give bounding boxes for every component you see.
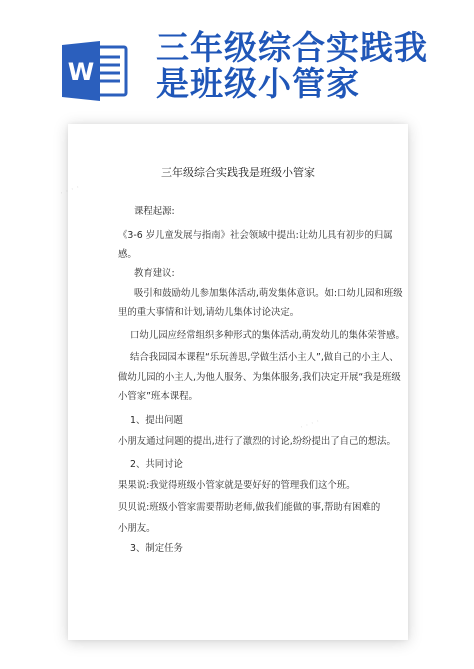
word-logo-letter: W — [67, 58, 95, 86]
doc-line: 小管家”班本课程。 — [118, 391, 198, 402]
doc-line: 贝贝说:班级小管家需要帮助老师,做我们能做的事,帮助有困难的 — [118, 502, 381, 513]
doc-line: 教育建议: — [134, 268, 175, 279]
header-title — [156, 30, 466, 102]
doc-line: 果果说:我觉得班级小管家就是要好好的管理我们这个班。 — [118, 480, 356, 491]
watermark: · · · · — [298, 416, 322, 434]
doc-line: 3、制定任务 — [130, 543, 183, 554]
doc-line: 2、共同讨论 — [130, 459, 183, 470]
doc-line: 《3-6 岁儿童发展与指南》社会领域中提出:让幼儿具有初步的归属 — [118, 230, 393, 241]
watermark: · · · · — [58, 182, 82, 200]
doc-line: 口幼儿园应经常组织多种形式的集体活动,萌发幼儿的集体荣誉感。 — [130, 330, 405, 341]
doc-line: 吸引和鼓励幼儿参加集体活动,萌发集体意识。如:口幼儿园和班级 — [134, 288, 403, 299]
doc-line: 小朋友通过问题的提出,进行了激烈的讨论,纷纷提出了自己的想法。 — [118, 436, 396, 447]
doc-line: 做幼儿园的小主人,为他人服务、为集体服务,我们决定开展“我是班级 — [118, 372, 401, 383]
document-title: 三年级综合实践我是班级小管家 — [161, 166, 315, 179]
doc-line: 课程起源: — [134, 206, 175, 217]
doc-line: 里的重大事情和计划,请幼儿集体讨论决定。 — [118, 307, 300, 318]
doc-line: 1、提出问题 — [130, 415, 183, 426]
doc-line: 结合我园园本课程“乐玩善思,学做生活小主人”,做自己的小主人、 — [130, 352, 399, 363]
header-title-line-1: 三年级综合实践我 — [156, 28, 428, 67]
doc-line: 感。 — [118, 249, 137, 260]
word-logo-icon — [62, 41, 128, 101]
doc-line: 小朋友。 — [118, 523, 156, 534]
header-title-line-2: 是班级小管家 — [156, 64, 360, 103]
